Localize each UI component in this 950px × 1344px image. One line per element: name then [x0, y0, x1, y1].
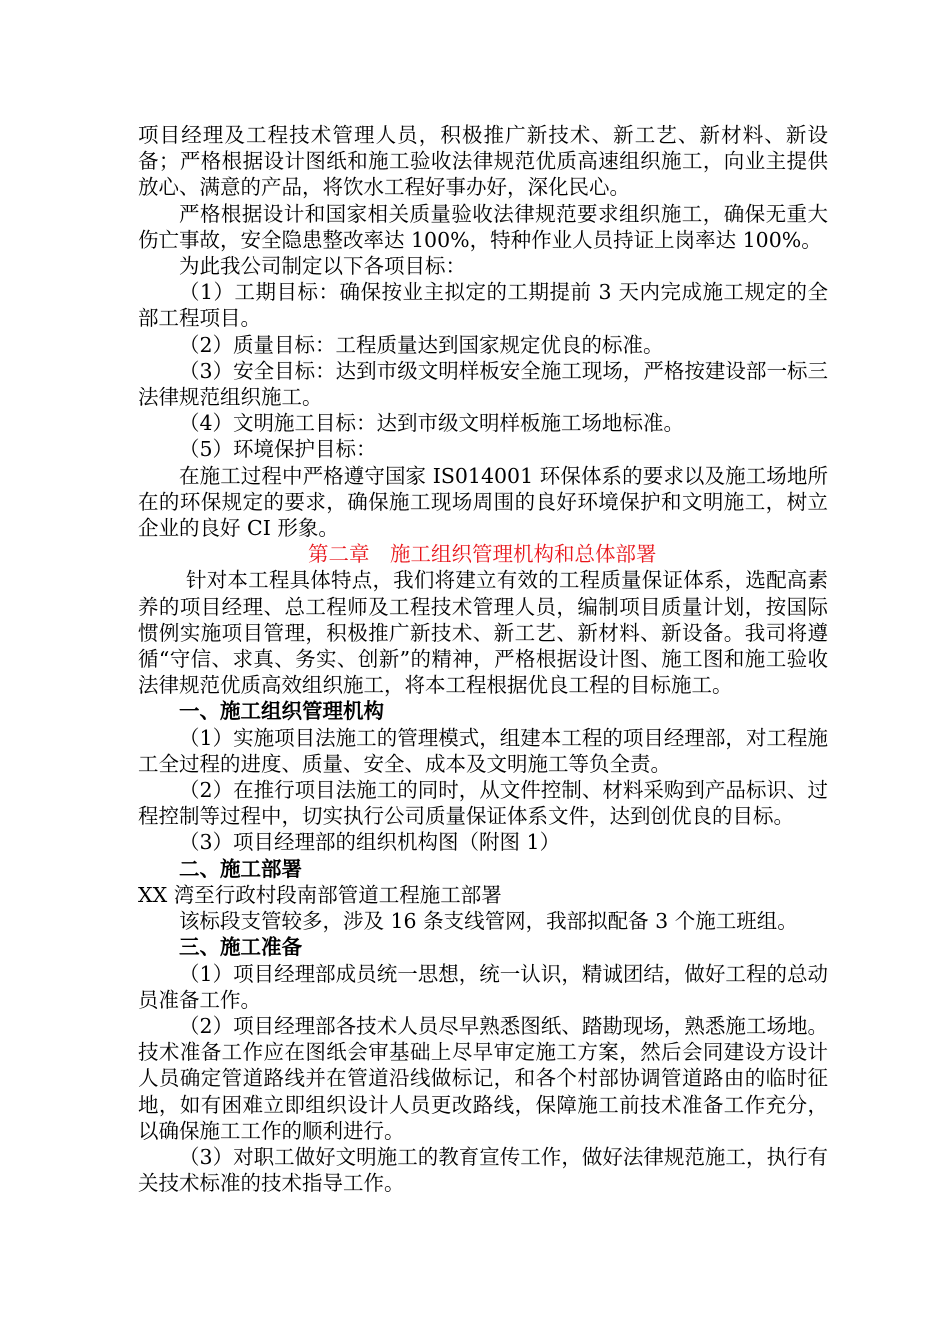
section-heading: 二、施工部署 — [179, 856, 302, 881]
list-item: （2）质量目标：工程质量达到国家规定优良的标准。 — [179, 332, 664, 357]
paragraph: 为此我公司制定以下各项目标： — [179, 254, 466, 279]
paragraph: 该标段支管较多，涉及 16 条支线管网，我部拟配备 3 个施工班组。 — [179, 909, 798, 934]
list-item: （3）安全目标：达到市级文明样板安全施工现场，严格按建设部一标三法律规范组织施工。 — [138, 358, 828, 410]
chapter-intro: 针对本工程具体特点，我们将建立有效的工程质量保证体系，选配高素养的项目经理、总工程师及工程技术管理人员，编制项目质量计划，按国际惯例实施项目管理，积极推广新技术、新工艺、新材料、新设备。我司将遵循“守信、求真、务实、创新”的精神，严格根据设计图、施工图和施工验收法律规范优质高效组织施工，将本工程根据优良工程的目标施工。 — [138, 568, 828, 698]
list-item: （5）环境保护目标： — [179, 437, 377, 462]
paragraph: 严格根据设计和国家相关质量验收法律规范要求组织施工，确保无重大伤亡事故，安全隐患整改率达 100%，特种作业人员持证上岗率达 100%。 — [138, 201, 828, 252]
list-item: （1）工期目标：确保按业主拟定的工期提前 3 天内完成施工规定的全部工程项目。 — [138, 280, 828, 331]
list-item: （2）在推行项目法施工的同时，从文件控制、材料采购到产品标识、过程控制等过程中，切实执行公司质量保证体系文件，达到创优良的目标。 — [138, 778, 828, 829]
section-heading: 一、施工组织管理机构 — [179, 699, 384, 724]
list-item: （2）项目经理部各技术人员尽早熟悉图纸、踏勘现场，熟悉施工场地。技术准备工作应在图纸会审基础上尽早审定施工方案，然后会同建设方设计人员确定管道路线并在管道沿线做标记，和各个村部协调管道路由的临时征地，如有困难立即组织设计人员更改路线，保障施工前技术准备工作充分，以确保施工工作的顺利进行。 — [138, 1013, 828, 1143]
list-item: （3）项目经理部的组织机构图（附图 1） — [179, 830, 561, 855]
list-item: （3）对职工做好文明施工的教育宣传工作，做好法律规范施工，执行有关技术标准的技术指导工作。 — [138, 1144, 828, 1196]
list-item: （4）文明施工目标：达到市级文明样板施工场地标准。 — [179, 411, 685, 436]
paragraph: XX 湾至行政村段南部管道工程施工部署 — [138, 882, 502, 907]
list-item: （1）项目经理部成员统一思想，统一认识，精诚团结，做好工程的总动员准备工作。 — [138, 961, 828, 1012]
document-page — [138, 122, 828, 1196]
paragraph: 项目经理及工程技术管理人员，积极推广新技术、新工艺、新材料、新设备；严格根据设计图纸和施工验收法律规范优质高速组织施工，向业主提供放心、满意的产品，将饮水工程好事办好，深化民心。 — [138, 123, 828, 200]
chapter-title: 第二章 施工组织管理机构和总体部署 — [308, 542, 657, 567]
paragraph: 在施工过程中严格遵守国家 IS014001 环保体系的要求以及施工场地所在的环保规定的要求，确保施工现场周围的良好环境保护和文明施工，树立企业的良好 CI 形象。 — [138, 463, 828, 541]
list-item: （1）实施项目法施工的管理模式，组建本工程的项目经理部，对工程施工全过程的进度、质量、安全、成本及文明施工等负全责。 — [138, 725, 828, 776]
section-heading: 三、施工准备 — [179, 935, 302, 960]
